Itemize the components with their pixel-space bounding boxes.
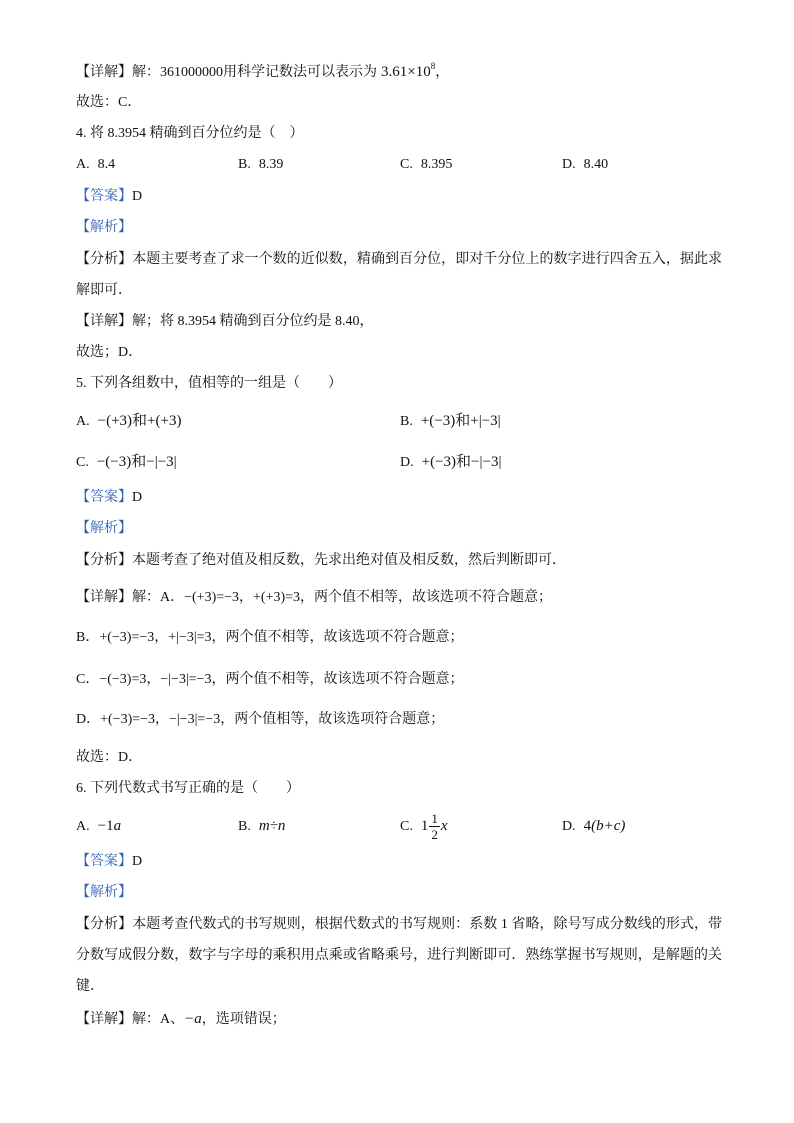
option-label: D. — [562, 819, 576, 834]
q6-option-d — [562, 809, 625, 843]
variable: a — [113, 818, 122, 834]
option-label: C. — [76, 455, 89, 470]
q4-options — [76, 154, 722, 176]
q5-stem: 5. 下列各组数中，值相等的一组是（ ） — [76, 376, 342, 391]
answer-tag: 【答案】 — [76, 854, 132, 869]
analysis-text: 本题主要考查了求一个数的近似数，精确到百分位，即对千分位上的数字进行四舍五入，据此求 — [132, 252, 722, 267]
q5-analysis-line — [76, 550, 722, 572]
q5-detail-line-3: C．−(−3)=3，−|−3|=−3，两个值不相等，故该选项不符合题意； — [76, 672, 464, 687]
fraction-numerator: 1 — [431, 811, 438, 827]
q6-detail-line — [76, 1008, 722, 1030]
detail-text: 解：A、 — [132, 1012, 185, 1027]
fraction-denominator: 2 — [431, 827, 438, 843]
q5-options-row-1 — [76, 410, 722, 432]
option-label: D. — [400, 455, 414, 470]
q4-option-b — [238, 154, 283, 176]
analysis-tag: 【分析】 — [76, 553, 132, 568]
q4-analysis-line-2: 解即可． — [76, 283, 132, 298]
q6-stem: 6. 下列代数式书写正确的是（ ） — [76, 781, 300, 796]
answer-value: D — [132, 189, 143, 204]
q5-detail-line-2: B．+(−3)=−3，+|−3|=3，两个值不相等，故该选项不符合题意； — [76, 630, 464, 645]
detail-text: 解：361000000用科学记数法可以表示为 — [132, 65, 377, 80]
option-value: +(−3)和+|−3| — [420, 413, 501, 429]
option-label: A. — [76, 819, 90, 834]
analysis-tag: 【分析】 — [76, 917, 133, 932]
q4-answer-line — [76, 186, 722, 208]
detail-text: 解；将 8.3954 精确到百分位约是 8.40， — [132, 314, 374, 329]
detail-tag: 【详解】 — [76, 1012, 132, 1027]
detail-tag: 【详解】 — [76, 65, 132, 80]
fraction — [429, 811, 440, 842]
option-label: B. — [238, 819, 251, 834]
q5-options-row-2 — [76, 451, 722, 473]
analysis-text: 本题考查了绝对值及相反数，先求出绝对值及相反数，然后判断即可． — [132, 553, 566, 568]
q6-option-a — [76, 809, 121, 843]
fraction-whole: 1 — [420, 818, 429, 834]
coefficient: −1 — [97, 818, 114, 834]
option-value: 8.39 — [258, 157, 284, 172]
q4-detail-line — [76, 311, 722, 333]
q6-option-c — [400, 809, 448, 843]
q4-option-d — [562, 154, 608, 176]
q5-option-d — [400, 451, 501, 473]
q6-analysis-line-1 — [76, 914, 722, 936]
answer-tag: 【答案】 — [76, 490, 132, 505]
mixed-fraction — [420, 811, 448, 843]
detail-tail: ，选项错误； — [201, 1012, 286, 1027]
option-value: 8.40 — [583, 157, 609, 172]
option-label: D. — [562, 157, 576, 172]
variable: x — [440, 818, 448, 834]
q4-option-c — [400, 154, 452, 176]
q6-answer-line — [76, 851, 722, 873]
option-label: A. — [76, 157, 90, 172]
q4-solution-tag: 【解析】 — [76, 220, 132, 235]
option-value — [98, 818, 121, 834]
q4-conclusion: 故选；D． — [76, 345, 143, 360]
q4-analysis-line-1 — [76, 249, 722, 271]
q5-detail-line-1 — [76, 587, 722, 609]
option-value — [584, 818, 626, 834]
analysis-tag: 【分析】 — [76, 252, 133, 267]
answer-value: D — [132, 490, 143, 505]
detail-tag: 【详解】 — [76, 314, 132, 329]
option-value: 8.4 — [97, 157, 116, 172]
q6-option-b — [238, 809, 285, 843]
q3-detail-line — [76, 61, 722, 83]
coefficient: 4 — [583, 818, 592, 834]
q5-solution-tag: 【解析】 — [76, 521, 132, 536]
option-value: −(−3)和−|−3| — [96, 454, 177, 470]
q4-option-a — [76, 154, 115, 176]
q5-option-c — [76, 451, 177, 473]
option-label: A. — [76, 414, 90, 429]
option-value: +(−3)和−|−3| — [421, 454, 502, 470]
option-label: C. — [400, 819, 413, 834]
answer-value: D — [132, 854, 143, 869]
expression: (b+c) — [591, 818, 626, 834]
option-value: −(+3)和+(+3) — [97, 413, 182, 429]
option-value: 8.395 — [420, 157, 453, 172]
option-label: B. — [238, 157, 251, 172]
answer-tag: 【答案】 — [76, 189, 132, 204]
notation-base: 3.61×10 — [381, 64, 431, 80]
detail-tag: 【详解】 — [76, 590, 132, 605]
option-label: C. — [400, 157, 413, 172]
q5-option-b — [400, 410, 501, 432]
q5-conclusion: 故选：D． — [76, 750, 143, 765]
q3-conclusion: 故选：C． — [76, 95, 142, 110]
option-label: B. — [400, 414, 413, 429]
analysis-text: 本题考查代数式的书写规则，根据代数式的书写规则：系数 1 省略，除号写成分数线的形式，带 — [132, 917, 722, 932]
q6-analysis-line-2: 分数写成假分数，数字与字母的乘积用点乘或省略乘号，进行判断即可．熟练掌握书写规则，是解题的关 — [76, 948, 722, 963]
q5-answer-line — [76, 487, 722, 509]
detail-math: −a — [184, 1011, 202, 1027]
q4-stem: 4. 将 8.3954 精确到百分位约是（ ） — [76, 126, 304, 141]
q6-solution-tag: 【解析】 — [76, 885, 132, 900]
detail-text: 解：A．−(+3)=−3，+(+3)=3，两个值不相等，故该选项不符合题意； — [132, 590, 553, 605]
q6-options — [76, 809, 722, 843]
notation-exponent: 8 — [430, 61, 436, 71]
option-value: m÷n — [258, 818, 286, 834]
detail-tail: ， — [435, 65, 450, 80]
q5-detail-line-4: D．+(−3)=−3，−|−3|=−3，两个值相等，故该选项符合题意； — [76, 712, 445, 727]
q6-analysis-line-3: 键． — [76, 979, 104, 994]
scientific-notation — [381, 61, 436, 80]
q5-option-a — [76, 410, 181, 432]
